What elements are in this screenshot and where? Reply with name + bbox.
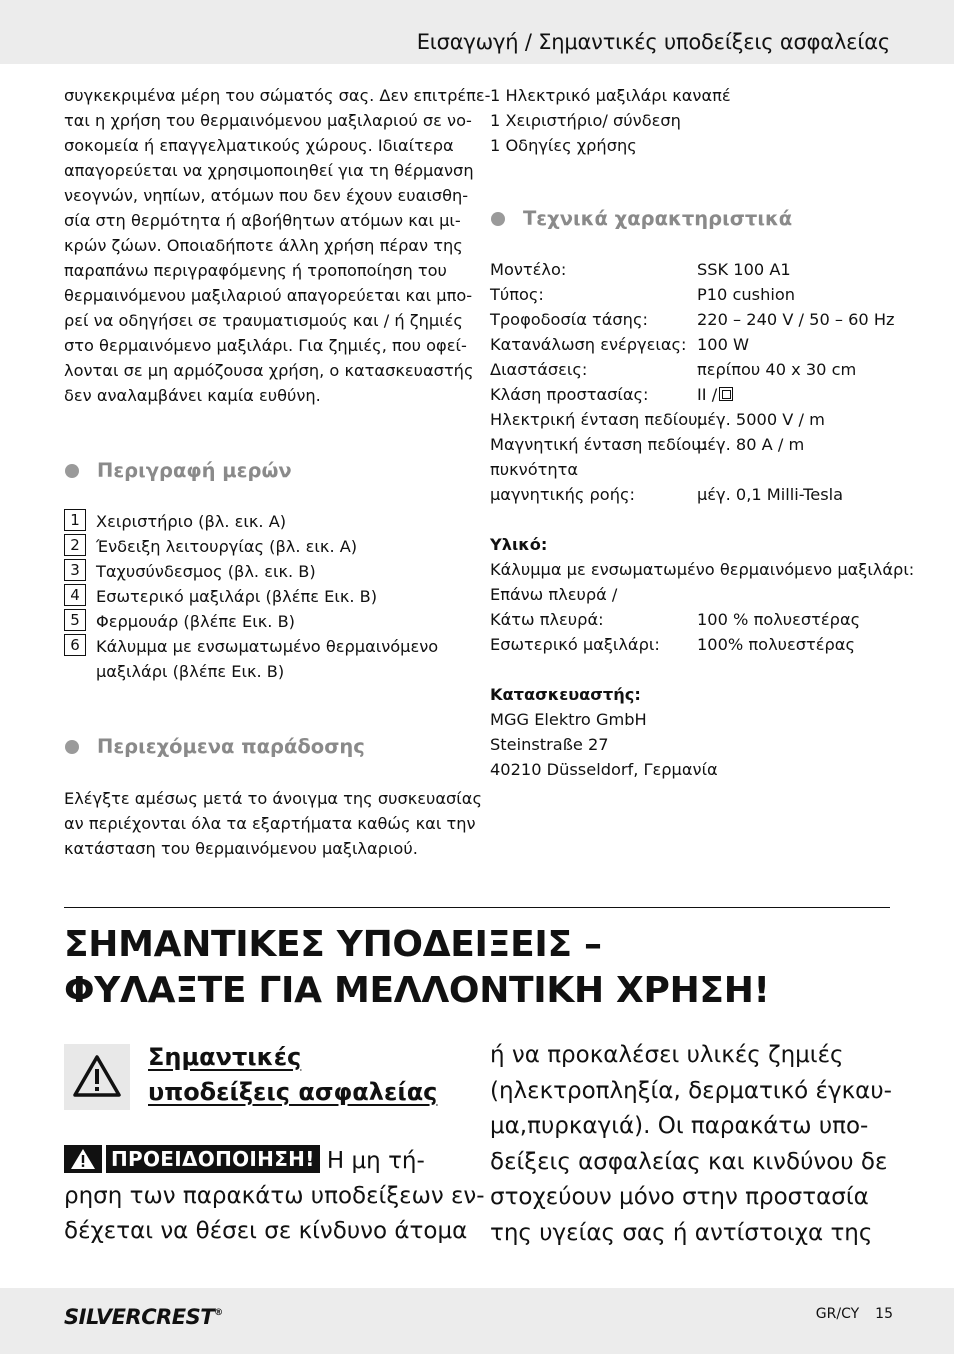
spec-key: πυκνότητα [490, 460, 579, 479]
part-number: 6 [64, 634, 86, 656]
material-table [490, 607, 900, 657]
spec-row [490, 607, 900, 632]
delivery-heading [64, 734, 464, 759]
text-line: νεογνών, νηπίων, ατόμων που δεν έχουν ευαισθη- [64, 186, 469, 205]
spec-value: P10 cushion [697, 285, 796, 304]
spec-row [490, 632, 900, 657]
safety-main-title [64, 922, 890, 1014]
text-line: σοκομεία ή επαγγελματικούς χώρους. Ιδιαίτερα [64, 136, 454, 155]
part-text: Κάλυμμα με ενσωματωμένο θερμαινόμενο [96, 637, 439, 656]
spec-key: Διαστάσεις: [490, 360, 588, 379]
spec-key: Ηλεκτρική ένταση πεδίου: [490, 410, 703, 429]
spec-value: SSK 100 A1 [697, 260, 791, 279]
text-line: θερμαινόμενου μαξιλαριού απαγορεύεται και μπο- [64, 286, 473, 305]
delivery-contents-list [490, 83, 900, 158]
parts-heading-text: Περιγραφή μερών [97, 459, 292, 482]
part-item [64, 584, 464, 609]
warning-line: ρηση των παρακάτω υποδείξεων εν- [64, 1183, 485, 1209]
list-item: 1 Χειριστήριο/ σύνδεση [490, 111, 681, 130]
warning-line: δέχεται να θέσει σε κίνδυνο άτομα [64, 1218, 468, 1244]
text-line: κατάσταση του θερμαινόμενου μαξιλαριού. [64, 839, 418, 858]
text-line: Ελέγξτε αμέσως μετά το άνοιγμα της συσκευασίας [64, 789, 482, 808]
part-item [64, 509, 464, 534]
part-number: 4 [64, 584, 86, 606]
safety-heading [148, 1040, 437, 1110]
warning-triangle-icon [72, 1054, 122, 1098]
text-line: αν περιέχονται όλα τα εξαρτήματα καθώς και την [64, 814, 476, 833]
spec-value [697, 457, 900, 482]
material-section [490, 532, 915, 657]
part-item [64, 609, 464, 634]
safety-heading-line: Σημαντικές [148, 1043, 302, 1071]
text-line: ή να προκαλέσει υλικές ζημιές [490, 1042, 844, 1068]
material-line: Κάλυμμα με ενσωματωμένο θερμαινόμενο μαξιλάρι: [490, 560, 915, 579]
spec-key: Κάτω πλευρά: [490, 610, 604, 629]
spec-key: Μαγνητική ένταση πεδίου: [490, 435, 707, 454]
part-number: 3 [64, 559, 86, 581]
spec-row [490, 357, 900, 382]
spec-key: Εσωτερικό μαξιλάρι: [490, 635, 660, 654]
page-header-title: Εισαγωγή / Σημαντικές υποδείξεις ασφαλείας [416, 30, 890, 54]
intro-paragraph [64, 83, 491, 408]
spec-row [490, 257, 900, 282]
spec-key: Τροφοδοσία τάσης: [490, 310, 648, 329]
spec-row [490, 482, 900, 507]
bullet-dot-icon [491, 212, 505, 226]
part-item [64, 559, 464, 584]
text-line: λονται σε μη αρμόζουσα χρήση, ο κατασκευαστής [64, 361, 474, 380]
warning-badge-triangle-icon [64, 1145, 102, 1173]
spec-row [490, 457, 900, 482]
registered-mark: ® [214, 1308, 223, 1318]
header-bar [0, 0, 954, 64]
text-line: δεν αναλαμβάνει καμία ευθύνη. [64, 386, 321, 405]
locale-code: GR/CY [815, 1306, 860, 1322]
spec-key: Τύπος: [490, 285, 544, 304]
part-number: 2 [64, 534, 86, 556]
text-line: (ηλεκτροπληξία, δερματικό έγκαυ- [490, 1077, 892, 1104]
text-line: στοχεύουν μόνο στην προστασία [490, 1184, 869, 1210]
warning-triangle-box [64, 1044, 130, 1110]
spec-row [490, 282, 900, 307]
parts-heading [64, 458, 464, 483]
delivery-paragraph [64, 786, 482, 861]
safety-paragraph-right [490, 1038, 890, 1251]
section-divider [64, 907, 890, 908]
title-line: ΣΗΜΑΝΤΙΚΕΣ ΥΠΟΔΕΙΞΕΙΣ – [64, 924, 602, 965]
manufacturer-section [490, 682, 900, 782]
title-line: ΦΥΛΑΞΤΕ ΓΙΑ ΜΕΛΛΟΝΤΙΚΗ ΧΡΗΣΗ! [64, 970, 770, 1011]
list-item: 1 Ηλεκτρικό μαξιλάρι καναπέ [490, 86, 731, 105]
right-column [490, 83, 915, 782]
double-insulation-icon [719, 387, 733, 401]
spec-row [490, 432, 900, 457]
manufacturer-line: 40210 Düsseldorf, Γερμανία [490, 760, 718, 779]
warning-label: ΠΡΟΕΙΔΟΠΟΙΗΣΗ! [106, 1145, 320, 1173]
parts-list [64, 509, 464, 684]
text-line: δείξεις ασφαλείας και κινδύνου δε [490, 1148, 888, 1175]
spec-value: 100% πολυεστέρας [697, 635, 855, 654]
part-number: 5 [64, 609, 86, 631]
warning-text: Η μη τή- [319, 1148, 425, 1174]
part-item [64, 634, 464, 659]
part-text: Χειριστήριο (βλ. εικ. A) [96, 512, 287, 531]
material-label: Υλικό: [490, 535, 548, 554]
text-line: ρεί να οδηγήσει σε τραυματισμούς και / ή ζημιές [64, 311, 463, 330]
spec-row [490, 332, 900, 357]
spec-key: μαγνητικής ροής: [490, 485, 635, 504]
spec-value: 100 W [697, 335, 750, 354]
safety-heading-line: υποδείξεις ασφαλείας [148, 1078, 438, 1106]
spec-value: μέγ. 0,1 Milli-Tesla [697, 485, 844, 504]
spec-key: Κατανάλωση ενέργειας: [490, 335, 687, 354]
manufacturer-label: Κατασκευαστής: [490, 685, 641, 704]
spec-value: περίπου 40 x 30 cm [697, 360, 857, 379]
text-line: της υγείας σας ή αντίστοιχα της [490, 1219, 873, 1246]
text-line: παραπάνω περιγραφόμενης ή τροποποίηση του [64, 261, 447, 280]
text-line: συγκεκριμένα μέρη του σώματός σας. Δεν επιτρέπε- [64, 86, 491, 105]
spec-row [490, 307, 900, 332]
footer-bar [0, 1288, 954, 1354]
text-line: μα,πυρκαγιά). Οι παρακάτω υπο- [490, 1113, 869, 1139]
spec-value: 100 % πολυεστέρας [697, 610, 861, 629]
brand-logo [64, 1305, 223, 1329]
text-line: κρών ζώων. Οποιαδήποτε άλλη χρήση πέραν της [64, 236, 463, 255]
part-text: Εσωτερικό μαξιλάρι (βλέπε Εικ. B) [96, 587, 378, 606]
part-text: Φερμουάρ (βλέπε Εικ. B) [96, 612, 296, 631]
text-line: απαγορεύεται να χρησιμοποιηθεί για τη θέρμανση [64, 161, 474, 180]
bullet-dot-icon [65, 740, 79, 754]
spec-value-protection [697, 382, 900, 407]
material-line: Επάνω πλευρά / [490, 585, 618, 604]
spec-value: 220 – 240 V / 50 – 60 Hz [697, 310, 895, 329]
spec-value: μέγ. 80 A / m [697, 435, 805, 454]
warning-first-line [64, 1144, 474, 1179]
spec-row [490, 407, 900, 432]
part-number: 1 [64, 509, 86, 531]
part-text: Ένδειξη λειτουργίας (βλ. εικ. A) [96, 537, 358, 556]
text-line: σία στη θερμότητα ή αβοήθητων ατόμων και μι- [64, 211, 461, 230]
manufacturer-line: MGG Elektro GmbH [490, 710, 647, 729]
spec-key: Κλάση προστασίας: [490, 385, 649, 404]
part-text: Ταχυσύνδεσμος (βλ. εικ. B) [96, 562, 316, 581]
part-item [64, 534, 464, 559]
protection-class-text: II / [697, 385, 718, 404]
tech-heading [490, 206, 900, 231]
text-line: στο θερμαινόμενο μαξιλάρι. Για ζημιές, που οφεί- [64, 336, 467, 355]
brand-name: SILVERCREST [64, 1305, 215, 1329]
page-number: 15 [875, 1306, 893, 1322]
warning-paragraph [64, 1144, 485, 1249]
part-text-continued: μαξιλάρι (βλέπε Εικ. B) [96, 662, 285, 681]
spec-value: μέγ. 5000 V / m [697, 410, 825, 429]
manufacturer-line: Steinstraße 27 [490, 735, 609, 754]
spec-row [490, 382, 900, 407]
tech-heading-text: Τεχνικά χαρακτηριστικά [523, 207, 793, 230]
left-column [64, 83, 491, 861]
list-item: 1 Οδηγίες χρήσης [490, 136, 637, 155]
spec-key: Μοντέλο: [490, 260, 567, 279]
spec-table [490, 257, 900, 507]
text-line: ται η χρήση του θερμαινόμενου μαξιλαριού σε νο- [64, 111, 472, 130]
delivery-heading-text: Περιεχόμενα παράδοσης [97, 735, 365, 758]
bullet-dot-icon [65, 464, 79, 478]
page-info [816, 1306, 893, 1322]
